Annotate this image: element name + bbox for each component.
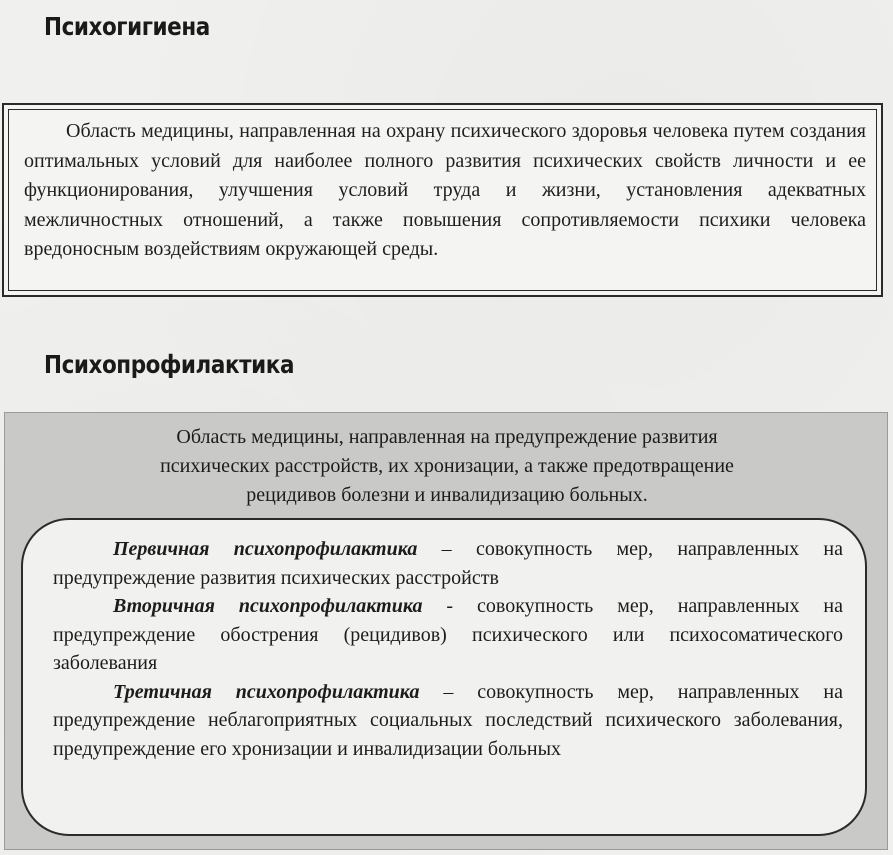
section-heading-psychoprophylaxis: Психопрофилактика bbox=[44, 350, 295, 379]
term-primary: Первичная психопрофилактика bbox=[113, 538, 418, 560]
section-heading-psychohygiene: Психогигиена bbox=[44, 12, 210, 41]
prophylaxis-types-box bbox=[21, 518, 867, 836]
prophylaxis-type-tertiary bbox=[53, 678, 843, 764]
term-separator: – bbox=[419, 680, 478, 703]
prophylaxis-type-secondary bbox=[53, 592, 843, 678]
definition-line: рецидивов болезни и инвалидизацию больных. bbox=[246, 484, 648, 506]
term-description: совокупность мер, направленных на предупреждение обострения (рецидивов) психического или психосоматического заболевания bbox=[53, 595, 843, 674]
prophylaxis-types-list bbox=[53, 535, 843, 763]
term-separator: - bbox=[422, 595, 478, 617]
term-description: совокупность мер, направленных на предупреждение неблагоприятных социальных последствий психического заболевания, предупреждение его хронизации и инвалидизации больных bbox=[53, 680, 844, 760]
definition-line: Область медицины, направленная на предупреждение развития bbox=[176, 426, 718, 448]
definition-text-psychoprophylaxis bbox=[65, 423, 829, 510]
definition-line: психических расстройств, их хронизации, а также предотвращение bbox=[160, 455, 734, 477]
definition-text-psychohygiene: Область медицины, направленная на охрану психического здоровья человека путем создания оптимальных условий для наиболее полного развития психических свойств личности и ее функционирования, улучшения условий труда и жизни, установления адекватных межличностных отношений, а также повышения сопротивляемости психики человека вредоносным воздействиям окружающей среды. bbox=[24, 120, 866, 260]
term-description: совокупность мер, направленных на предупреждение развития психических расстройств bbox=[53, 538, 844, 589]
term-tertiary: Третичная психопрофилактика bbox=[113, 680, 420, 703]
term-separator: – bbox=[417, 538, 476, 560]
definition-box-psychohygiene bbox=[2, 103, 883, 297]
definition-panel-psychoprophylaxis bbox=[4, 412, 888, 850]
prophylaxis-type-primary bbox=[53, 535, 843, 592]
term-secondary: Вторичная психопрофилактика bbox=[113, 595, 423, 617]
